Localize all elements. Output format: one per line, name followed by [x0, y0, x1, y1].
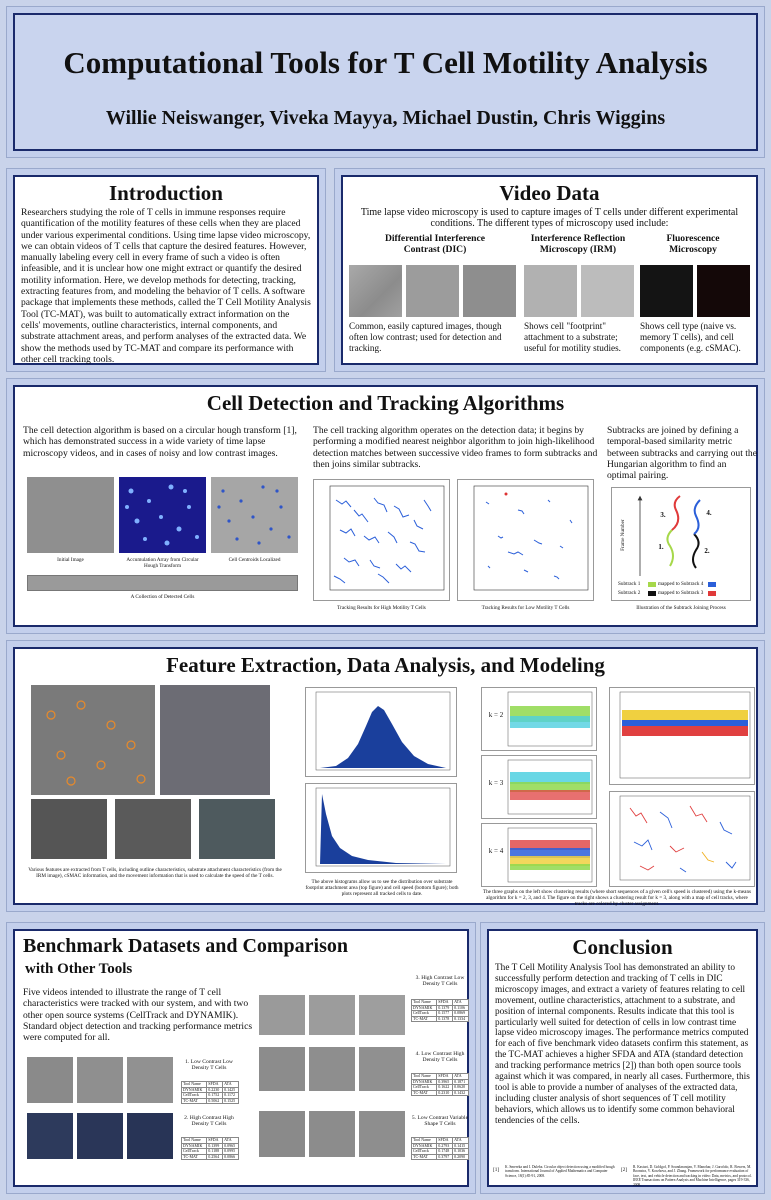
dataset1-label: 1. Low Contrast Low Density T Cells: [185, 1059, 233, 1072]
subtrack-label-1: 1.: [658, 543, 664, 551]
table-cell: 0.2793: [437, 1143, 453, 1149]
video-intro: Time lapse video microscopy is used to capture images of T cells under different experimental conditions. The different types of microscopy used include:: [360, 207, 739, 230]
dataset1-frame-a: [27, 1057, 73, 1103]
table-cell: ATA: [223, 1082, 239, 1088]
table-cell: SFDA: [437, 1000, 453, 1006]
fluor-image-1: [640, 265, 693, 317]
subtrack-label-3: 3.: [660, 511, 666, 519]
cell-speed-histogram: [305, 783, 457, 873]
table-cell: TC-MAT: [412, 1090, 437, 1096]
accumulation-image: [119, 477, 206, 553]
dataset5-table: [411, 1137, 469, 1160]
table-cell: 0.3797: [437, 1154, 453, 1160]
poster-title: Computational Tools for T Cell Motility Analysis: [63, 45, 708, 80]
table-cell: 0.1379: [437, 1005, 453, 1011]
table-cell: 0.1432: [453, 1090, 469, 1096]
legend-mapped-4: mapped to Subtrack 4: [658, 581, 704, 587]
benchmark-subheading: with Other Tools: [25, 961, 133, 977]
caption-subtrack-join: Illustration of the Subtrack Joining Process: [636, 605, 726, 611]
table-cell: 0.0965: [223, 1143, 239, 1149]
table-cell: ATA: [223, 1138, 239, 1144]
table-cell: 0.1399: [207, 1143, 223, 1149]
table-cell: 0.1622: [437, 1085, 453, 1091]
dataset5-frame-b: [309, 1111, 355, 1157]
dic-image-3: [463, 265, 516, 317]
title-panel: [6, 6, 765, 158]
table-cell: 0.0869: [453, 1011, 469, 1017]
reference-1: K. Smereka and I. Duleba. Circular object detection using a modified hough transform. International Journal of Applied Mathematics and Computer Science, 18(1):85-91, 2008.: [505, 1165, 615, 1178]
low-motility-plot: [457, 479, 594, 601]
table-cell: DYNAMIK: [412, 1079, 437, 1085]
table-cell: 0.1425: [223, 1087, 239, 1093]
caption-accumulation: Accumulation Array from Circular Hough Transform: [126, 557, 199, 570]
detected-cells-strip: [27, 575, 298, 591]
feature-caption-3: The three graphs on the left show clustering results (where short sequences of a given cell's speed is clustered) using the k-means algorithm for k = 2, 3, and 4. The figure on the right shows a clustering result for k = 3, along with a map of cell tracks, where tracks are colored by cluster assignment.: [482, 889, 752, 908]
centroids-image: [211, 477, 298, 553]
irm-image-1: [524, 265, 577, 317]
dataset4-frame-c: [359, 1047, 405, 1091]
caption-collection: A Collection of Detected Cells: [130, 594, 195, 600]
dic-image-2: [406, 265, 459, 317]
dataset4-label: 4. Low Contrast High Density T Cells: [415, 1051, 465, 1064]
detection-col1: The cell detection algorithm is based on a circular hough transform [1], which has demonstrated success in a wide variety of time lapse microscopy videos, and in cases of noisy and low contrast images.: [23, 425, 297, 459]
table-cell: DYNAMIK: [182, 1143, 207, 1149]
table-cell: DYNAMIK: [412, 1005, 437, 1011]
subtrack-label-4: 4.: [706, 509, 712, 517]
dic-image-1: [349, 265, 402, 317]
table-cell: 0.1378: [437, 1016, 453, 1022]
dataset4-frame-a: [259, 1047, 305, 1091]
table-cell: 0.0620: [453, 1085, 469, 1091]
table-cell: SFDA: [207, 1082, 223, 1088]
caption-centroids: Cell Centroids Localized: [228, 557, 281, 563]
table-cell: 0.1871: [453, 1079, 469, 1085]
caption-initial: Initial Image: [57, 557, 84, 563]
detection-panel: [6, 378, 765, 634]
dataset5-frame-c: [359, 1111, 405, 1157]
dataset3-frame-c: [359, 995, 405, 1035]
table-row: [412, 1154, 469, 1160]
table-cell: TC-MAT: [412, 1016, 437, 1022]
subtrack-join-diagram: [611, 487, 751, 601]
table-cell: ATA: [453, 1000, 469, 1006]
video-panel: [334, 168, 765, 372]
caption-high-motility: Tracking Results for High Motility T Cells: [337, 605, 426, 611]
table-cell: 0.2310: [437, 1090, 453, 1096]
table-cell: 0.1415: [453, 1143, 469, 1149]
dataset4-frame-b: [309, 1047, 355, 1091]
dic-title: Differential Interference Contrast (DIC): [384, 233, 486, 256]
legend-subtrack-1: Subtrack 1: [618, 581, 641, 587]
feature-cell-closeup-1: [31, 799, 107, 859]
table-cell: 0.0995: [223, 1149, 239, 1155]
reference-1-number: [1]: [493, 1167, 500, 1173]
table-cell: SFDA: [437, 1138, 453, 1144]
detection-col2: The cell tracking algorithm operates on the detection data; it begins by performing a modified nearest neighbor algorithm to join high-likelihood detection matches between successive video frames to form subtracks and then joins similar subtracks.: [313, 425, 598, 470]
table-cell: 0.5062: [207, 1098, 223, 1104]
table-cell: 0.1172: [223, 1093, 239, 1099]
reference-2: R. Kasturi, D. Goldgof, P. Soundararajan, V. Manohar, J. Garofolo, R. Bowers, M. Boonstra, V. Korzhova, and J. Zhang. Framework for performance evaluation of face, text, and vehicle detection and tracking in video: Data, metrics, and protocol. IEEE Transactions on Pattern Analysis and Machine Intelligence, pages 319-336, 2008.: [633, 1165, 752, 1187]
feature-panel: [6, 640, 765, 912]
feature-dic-image: [31, 685, 155, 795]
table-cell: 0.1106: [453, 1005, 469, 1011]
table-cell: ATA: [453, 1074, 469, 1080]
cluster-k3-plot: [481, 755, 597, 819]
table-row: [412, 1090, 469, 1096]
table-cell: 0.2230: [207, 1087, 223, 1093]
table-cell: TC-MAT: [182, 1098, 207, 1104]
benchmark-panel: [6, 922, 476, 1194]
table-cell: Tool Name: [182, 1138, 207, 1144]
fluor-image-2: [697, 265, 750, 317]
intro-heading: Introduction: [109, 181, 223, 205]
dataset3-table: [411, 999, 469, 1022]
dataset4-table: [411, 1073, 469, 1096]
table-cell: DYNAMIK: [412, 1143, 437, 1149]
dataset2-frame-a: [27, 1113, 73, 1159]
caption-low-motility: Tracking Results for Low Motility T Cells: [481, 605, 570, 611]
irm-title: Interference Reflection Microscopy (IRM): [530, 233, 626, 256]
table-cell: 0.1036: [453, 1149, 469, 1155]
table-cell: 0.0866: [223, 1154, 239, 1160]
feature-cell-closeup-3: [199, 799, 275, 859]
table-cell: CellTrack: [412, 1149, 437, 1155]
initial-image: [27, 477, 114, 553]
detection-heading: Cell Detection and Tracking Algorithms: [206, 391, 565, 415]
dataset2-label: 2. High Contrast High Density T Cells: [184, 1115, 234, 1128]
table-cell: CellTrack: [412, 1011, 437, 1017]
intro-body: Researchers studying the role of T cells in immune responses require quantification of the motility features of these cells when they are placed under various experimental conditions. Using time lapse video microscopy, we can obtain videos of T cells that capture the desired features. However, manually labeling every cell in every frame of such a video is often infeasible, and it is unclear how one might extract or quantify the desired motility information. Here, we develop methods for detecting, tracking, extracting features from, and modeling the behavior of T cells. A software package that implements these methods, called the T Cell Motility Analysis Tool (TC-MAT), was built to automatically extract information on the cells' movements, outline characteristics, internal components, and substrate attachment areas, and perform analyses of the extracted data. We show the methods used by TC-MAT and compare its performance with other cell tracking tools.: [21, 207, 311, 365]
irm-caption: Shows cell "footprint" attachment to a substrate; useful for motility studies.: [524, 321, 621, 353]
subtrack-label-2: 2.: [704, 547, 710, 555]
table-cell: Tool Name: [412, 1000, 437, 1006]
table-cell: 0.1188: [207, 1149, 223, 1155]
dataset2-frame-c: [127, 1113, 173, 1159]
feature-caption-2: The above histograms allow us to see the distribution over substrate footprint attachment area (top figure) and cell speed (bottom figure); both plots represent all tracked cells to date.: [305, 879, 459, 898]
poster-authors: Willie Neiswanger, Viveka Mayya, Michael Dustin, Chris Wiggins: [105, 107, 666, 129]
detection-col3: Subtracks are joined by defining a temporal-based similarity metric between subtracks and carrying out the Hungarian algorithm to find an optimal pairing.: [607, 425, 757, 482]
dic-caption: Common, easily captured images, though often low contrast; used for detection and tracking.: [349, 321, 502, 353]
conclusion-body: The T Cell Motility Analysis Tool has demonstrated an ability to successfully perform detection and tracking of T cells in DIC microscopy images, and extract a variety of features relating to cell movement, outline characteristics, attachment to a substrate, and position of internal components. Results indicate that this tool is particularly well suited for detection of cells in low contrast time lapse video microscopy images. The performance metrics computed for each of five benchmark video datasets confirm this statement, as the TC-MAT achieves a higher SFDA and ATA (standard detection and tracking performance metrics [2]) than both open source tools against which it was compared, in nearly all cases. Furthermore, this tool is able to provide a number of analyses of the extracted data, including cluster analysis of short sequences of T cell motility behaviors, which allows us to identify some common behavioral tendencies of the cells.: [495, 963, 750, 1126]
fluor-caption: Shows cell type (naive vs. memory T cells), and cell components (e.g. cSMAC).: [640, 321, 741, 353]
feature-caption-1: Various features are extracted from T cells, including outline characteristics, substrate attachment characteristics (from the IRM image), cSMAC information, and the movement information that is used to calculate the speed of the T cells.: [28, 867, 282, 880]
legend-mapped-3: mapped to Subtrack 3: [658, 590, 704, 596]
k3-label: k = 3: [488, 779, 504, 787]
table-cell: 0.1577: [437, 1011, 453, 1017]
table-cell: 0.2090: [453, 1154, 469, 1160]
dataset2-table: [181, 1137, 239, 1160]
table-cell: 0.1334: [453, 1016, 469, 1022]
table-cell: Tool Name: [182, 1082, 207, 1088]
conclusion-panel: [480, 922, 765, 1194]
irm-image-2: [581, 265, 634, 317]
table-cell: 0.3965: [437, 1079, 453, 1085]
table-cell: Tool Name: [412, 1074, 437, 1080]
table-cell: 0.2564: [207, 1154, 223, 1160]
cluster-k3-speed-plot: [609, 687, 755, 785]
table-cell: 0.1525: [223, 1098, 239, 1104]
fluor-title: Fluorescence Microscopy: [666, 233, 720, 256]
dataset1-frame-b: [77, 1057, 123, 1103]
conclusion-heading: Conclusion: [572, 935, 673, 959]
reference-2-number: [2]: [621, 1167, 628, 1173]
table-cell: TC-MAT: [182, 1154, 207, 1160]
table-cell: CellTrack: [412, 1085, 437, 1091]
benchmark-body: Five videos intended to illustrate the range of T cell characteristics were tracked with our system, and with two other open source systems (CellTrack and DYNAMIK). Standard object detection and tracking performance metrics were computed for all.: [23, 987, 253, 1044]
attachment-area-histogram: [305, 687, 457, 777]
table-cell: 0.1748: [437, 1149, 453, 1155]
table-cell: 0.1752: [207, 1093, 223, 1099]
intro-panel: [6, 168, 326, 372]
dataset3-frame-b: [309, 995, 355, 1035]
k4-label: k = 4: [488, 847, 504, 855]
table-row: [182, 1098, 239, 1104]
table-cell: SFDA: [437, 1074, 453, 1080]
dataset5-label: 5. Low Contrast Variable Shape T Cells: [411, 1115, 469, 1128]
dataset1-table: [181, 1081, 239, 1104]
dataset3-frame-a: [259, 995, 305, 1035]
table-cell: CellTrack: [182, 1149, 207, 1155]
table-cell: ATA: [453, 1138, 469, 1144]
frame-number-label: Frame Number: [619, 519, 626, 551]
table-row: [412, 1016, 469, 1022]
dataset1-frame-c: [127, 1057, 173, 1103]
table-cell: TC-MAT: [412, 1154, 437, 1160]
feature-heading: Feature Extraction, Data Analysis, and Modeling: [166, 653, 605, 677]
table-cell: Tool Name: [412, 1138, 437, 1144]
k2-label: k = 2: [488, 711, 504, 719]
benchmark-heading: Benchmark Datasets and Comparison: [23, 935, 349, 957]
cluster-k4-plot: [481, 823, 597, 887]
table-cell: DYNAMIK: [182, 1087, 207, 1093]
video-heading: Video Data: [499, 181, 600, 205]
cluster-track-map: [609, 791, 755, 887]
high-motility-plot: [313, 479, 450, 601]
feature-cell-closeup-2: [115, 799, 191, 859]
legend-subtrack-2: Subtrack 2: [618, 590, 641, 596]
table-row: [182, 1154, 239, 1160]
dataset3-label: 3. High Contrast Low Density T Cells: [415, 975, 465, 988]
dataset5-frame-a: [259, 1111, 305, 1157]
table-cell: SFDA: [207, 1138, 223, 1144]
cluster-k2-plot: [481, 687, 597, 751]
dataset2-frame-b: [77, 1113, 123, 1159]
feature-irm-image: [160, 685, 270, 795]
table-cell: CellTrack: [182, 1093, 207, 1099]
